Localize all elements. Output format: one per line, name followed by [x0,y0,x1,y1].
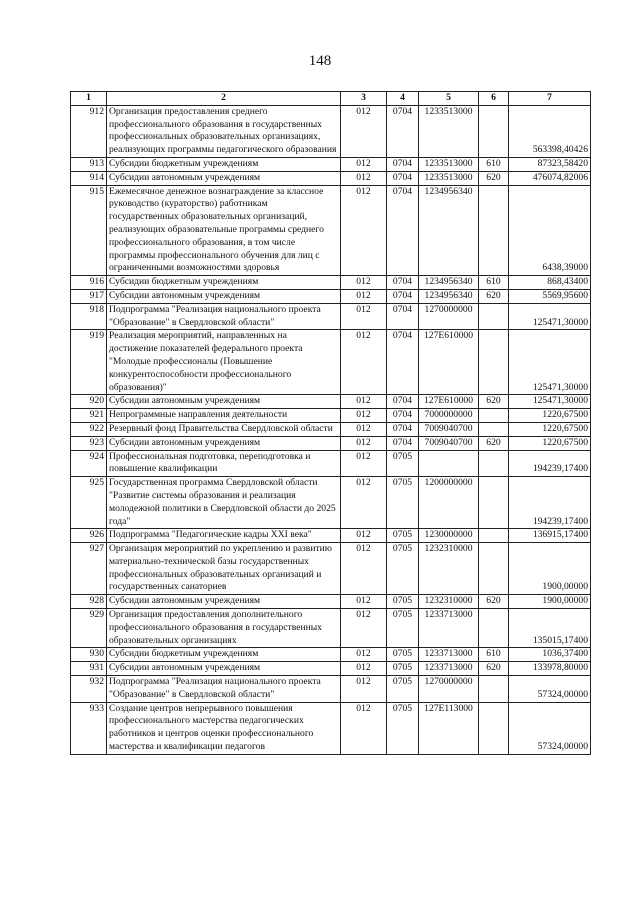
row-name: Организация мероприятий по укреплению и развитию материально-технической базы государственных профессиональных образовательных организаций и государственных санаториев [107,543,341,595]
row-expense-type: 620 [479,395,509,409]
row-target-code: 7009040700 [419,422,479,436]
row-section-code: 0704 [387,395,419,409]
row-section-code: 0705 [387,529,419,543]
row-admin-code: 012 [341,595,387,609]
row-amount: 1900,00000 [509,595,591,609]
row-target-code: 1230000000 [419,529,479,543]
row-number: 930 [71,648,107,662]
row-amount: 476074,82006 [509,171,591,185]
table-row [71,702,591,754]
row-section-code: 0704 [387,157,419,171]
row-expense-type [479,477,509,529]
row-section-code: 0704 [387,436,419,450]
header-col-1: 1 [71,92,107,106]
row-number: 929 [71,609,107,648]
row-amount: 125471,30000 [509,395,591,409]
table-row [71,303,591,330]
row-expense-type [479,409,509,423]
row-name: Подпрограмма "Реализация национального проекта "Образование" в Свердловской области" [107,676,341,703]
row-name: Непрограммные направления деятельности [107,409,341,423]
row-number: 912 [71,105,107,157]
row-number: 916 [71,276,107,290]
row-name: Субсидии бюджетным учреждениям [107,276,341,290]
row-admin-code: 012 [341,303,387,330]
table-row [71,595,591,609]
table-row [71,450,591,477]
row-section-code: 0705 [387,648,419,662]
row-expense-type: 610 [479,157,509,171]
row-target-code: 1232310000 [419,595,479,609]
row-admin-code: 012 [341,171,387,185]
row-admin-code: 012 [341,676,387,703]
row-name: Создание центров непрерывного повышения профессионального мастерства педагогических работников и центров оценки профессионального мастерства и квалификации педагогов [107,702,341,754]
row-amount: 135015,17400 [509,609,591,648]
row-name: Ежемесячное денежное вознаграждение за классное руководство (кураторство) работникам государственных образовательных организаций, реализующих образовательные программы среднего профессионального образования, в том числе программы профессионального обучения для лиц с ограниченными возможностями здоровья [107,185,341,276]
row-number: 919 [71,330,107,395]
row-expense-type: 620 [479,662,509,676]
row-amount: 133978,80000 [509,662,591,676]
row-name: Организация предоставления среднего профессионального образования в государственных профессиональных образовательных организациях, реализующих программы педагогического образования [107,105,341,157]
table-row [71,409,591,423]
row-number: 927 [71,543,107,595]
row-target-code: 1200000000 [419,477,479,529]
row-section-code: 0704 [387,303,419,330]
row-admin-code: 012 [341,395,387,409]
row-admin-code: 012 [341,662,387,676]
row-section-code: 0705 [387,595,419,609]
header-col-6: 6 [479,92,509,106]
page-number: 148 [308,53,332,69]
row-section-code: 0705 [387,662,419,676]
row-expense-type [479,105,509,157]
row-name: Субсидии бюджетным учреждениям [107,157,341,171]
row-number: 925 [71,477,107,529]
row-expense-type: 620 [479,171,509,185]
table-row [71,105,591,157]
row-number: 933 [71,702,107,754]
row-amount: 57324,00000 [509,702,591,754]
table-row [71,276,591,290]
table-row [71,330,591,395]
row-number: 921 [71,409,107,423]
row-admin-code: 012 [341,105,387,157]
row-name: Субсидии автономным учреждениям [107,662,341,676]
row-name: Реализация мероприятий, направленных на достижение показателей федерального проекта "Молодые профессионалы (Повышение конкурентоспособности профессионального образования)" [107,330,341,395]
budget-table [70,91,591,755]
row-number: 920 [71,395,107,409]
row-expense-type: 620 [479,595,509,609]
row-section-code: 0704 [387,105,419,157]
row-amount: 868,43400 [509,276,591,290]
header-col-2: 2 [107,92,341,106]
row-name: Субсидии автономным учреждениям [107,436,341,450]
row-target-code: 1233513000 [419,171,479,185]
row-amount: 1220,67500 [509,409,591,423]
header-row [71,92,591,106]
row-number: 914 [71,171,107,185]
row-number: 932 [71,676,107,703]
row-amount: 6438,39000 [509,185,591,276]
row-target-code: 1233713000 [419,609,479,648]
row-target-code: 7009040700 [419,436,479,450]
row-target-code: 1232310000 [419,543,479,595]
row-admin-code: 012 [341,543,387,595]
row-admin-code: 012 [341,157,387,171]
row-section-code: 0705 [387,543,419,595]
row-section-code: 0704 [387,330,419,395]
row-amount: 1900,00000 [509,543,591,595]
row-expense-type [479,422,509,436]
row-admin-code: 012 [341,450,387,477]
row-expense-type [479,676,509,703]
row-target-code: 1233713000 [419,648,479,662]
row-admin-code: 012 [341,477,387,529]
row-target-code: 1233513000 [419,105,479,157]
row-expense-type [479,543,509,595]
row-amount: 194239,17400 [509,450,591,477]
row-amount: 1220,67500 [509,422,591,436]
row-expense-type [479,529,509,543]
row-amount: 1036,37400 [509,648,591,662]
row-number: 931 [71,662,107,676]
row-number: 917 [71,289,107,303]
row-target-code: 127Е610000 [419,395,479,409]
row-name: Субсидии автономным учреждениям [107,595,341,609]
row-name: Подпрограмма "Педагогические кадры XXI века" [107,529,341,543]
row-expense-type: 620 [479,289,509,303]
row-admin-code: 012 [341,436,387,450]
row-section-code: 0705 [387,450,419,477]
row-admin-code: 012 [341,422,387,436]
table-row [71,529,591,543]
row-amount: 194239,17400 [509,477,591,529]
table-row [71,436,591,450]
row-admin-code: 012 [341,529,387,543]
row-number: 918 [71,303,107,330]
row-amount: 563398,40426 [509,105,591,157]
table-row [71,648,591,662]
row-name: Резервный фонд Правительства Свердловской области [107,422,341,436]
row-number: 923 [71,436,107,450]
row-section-code: 0705 [387,477,419,529]
row-admin-code: 012 [341,276,387,290]
header-col-5: 5 [419,92,479,106]
row-expense-type: 620 [479,436,509,450]
row-admin-code: 012 [341,648,387,662]
table-row [71,676,591,703]
row-section-code: 0704 [387,289,419,303]
row-expense-type [479,330,509,395]
row-target-code: 1234956340 [419,276,479,290]
row-target-code: 1234956340 [419,185,479,276]
row-section-code: 0705 [387,702,419,754]
row-section-code: 0704 [387,276,419,290]
row-number: 913 [71,157,107,171]
table-row [71,171,591,185]
row-amount: 125471,30000 [509,303,591,330]
row-target-code [419,450,479,477]
table-row [71,395,591,409]
row-expense-type: 610 [479,648,509,662]
row-number: 915 [71,185,107,276]
row-number: 926 [71,529,107,543]
row-expense-type [479,185,509,276]
header-col-7: 7 [509,92,591,106]
row-name: Субсидии бюджетным учреждениям [107,648,341,662]
row-name: Государственная программа Свердловской области "Развитие системы образования и реализация молодежной политики в Свердловской области до 2025 года" [107,477,341,529]
row-amount: 125471,30000 [509,330,591,395]
row-amount: 5569,95600 [509,289,591,303]
table-row [71,662,591,676]
row-name: Субсидии автономным учреждениям [107,289,341,303]
row-section-code: 0704 [387,185,419,276]
row-admin-code: 012 [341,409,387,423]
row-target-code: 1234956340 [419,289,479,303]
row-number: 928 [71,595,107,609]
table-row [71,422,591,436]
row-name: Профессиональная подготовка, переподготовка и повышение квалификации [107,450,341,477]
row-section-code: 0705 [387,676,419,703]
row-target-code: 127Е610000 [419,330,479,395]
row-target-code: 7000000000 [419,409,479,423]
row-section-code: 0704 [387,422,419,436]
row-amount: 57324,00000 [509,676,591,703]
row-admin-code: 012 [341,609,387,648]
row-name: Субсидии автономным учреждениям [107,395,341,409]
row-target-code: 1233513000 [419,157,479,171]
row-admin-code: 012 [341,185,387,276]
row-target-code: 1270000000 [419,303,479,330]
row-name: Субсидии автономным учреждениям [107,171,341,185]
row-section-code: 0704 [387,409,419,423]
row-name: Организация предоставления дополнительного профессионального образования в государственных образовательных организациях [107,609,341,648]
row-expense-type [479,702,509,754]
row-amount: 136915,17400 [509,529,591,543]
row-amount: 87323,58420 [509,157,591,171]
row-amount: 1220,67500 [509,436,591,450]
row-target-code: 127Е113000 [419,702,479,754]
row-admin-code: 012 [341,330,387,395]
row-number: 922 [71,422,107,436]
header-col-3: 3 [341,92,387,106]
table-row [71,477,591,529]
row-admin-code: 012 [341,289,387,303]
table-row [71,543,591,595]
header-col-4: 4 [387,92,419,106]
row-name: Подпрограмма "Реализация национального проекта "Образование" в Свердловской области" [107,303,341,330]
row-section-code: 0705 [387,609,419,648]
row-admin-code: 012 [341,702,387,754]
table-row [71,609,591,648]
table-row [71,185,591,276]
row-number: 924 [71,450,107,477]
row-expense-type [479,609,509,648]
row-section-code: 0704 [387,171,419,185]
row-expense-type [479,303,509,330]
row-expense-type: 610 [479,276,509,290]
row-expense-type [479,450,509,477]
table-body [71,105,591,754]
row-target-code: 1233713000 [419,662,479,676]
table-row [71,157,591,171]
row-target-code: 1270000000 [419,676,479,703]
table-row [71,289,591,303]
